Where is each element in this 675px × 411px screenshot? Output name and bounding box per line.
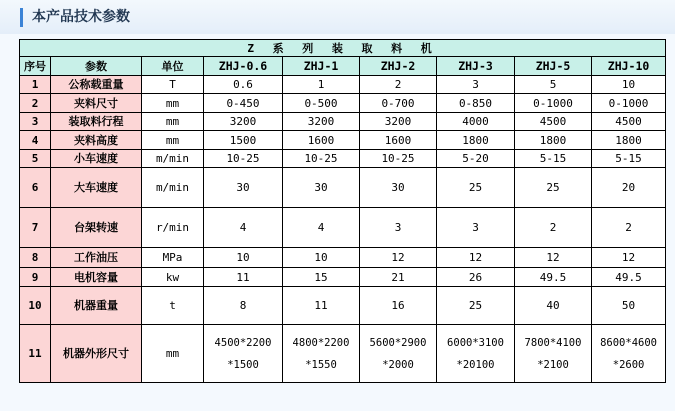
spec-table xyxy=(19,39,666,383)
row-unit: m/min xyxy=(142,168,204,208)
table-row xyxy=(20,76,666,94)
row-value: 12 xyxy=(592,248,666,268)
row-value: 4000 xyxy=(437,113,515,131)
table-row xyxy=(20,168,666,208)
row-value: 15 xyxy=(283,268,360,287)
row-unit: T xyxy=(142,76,204,94)
row-number: 5 xyxy=(20,150,51,168)
table-row xyxy=(20,150,666,168)
row-unit: m/min xyxy=(142,150,204,168)
row-value: 10-25 xyxy=(360,150,437,168)
row-value: 0-1000 xyxy=(515,94,592,113)
row-value: 12 xyxy=(515,248,592,268)
row-value: 50 xyxy=(592,287,666,325)
row-value xyxy=(437,325,515,383)
dimension-top: 4500*2200 xyxy=(214,336,272,349)
row-unit: kw xyxy=(142,268,204,287)
row-value: 5 xyxy=(515,76,592,94)
row-value: 26 xyxy=(437,268,515,287)
row-unit: t xyxy=(142,287,204,325)
row-value: 40 xyxy=(515,287,592,325)
row-value: 16 xyxy=(360,287,437,325)
row-value: 4 xyxy=(204,208,283,248)
row-value: 4500 xyxy=(515,113,592,131)
row-number: 7 xyxy=(20,208,51,248)
dimension-top: 7800*4100 xyxy=(524,336,582,349)
row-value: 11 xyxy=(283,287,360,325)
table-row xyxy=(20,208,666,248)
row-value: 3 xyxy=(437,76,515,94)
row-value: 49.5 xyxy=(592,268,666,287)
row-value: 10-25 xyxy=(204,150,283,168)
row-value: 12 xyxy=(360,248,437,268)
row-value: 10 xyxy=(204,248,283,268)
dimension-top: 6000*3100 xyxy=(447,336,504,349)
row-value: 4500 xyxy=(592,113,666,131)
table-row xyxy=(20,248,666,268)
row-value: 0-850 xyxy=(437,94,515,113)
row-number: 4 xyxy=(20,131,51,150)
row-value: 12 xyxy=(437,248,515,268)
row-value: 30 xyxy=(283,168,360,208)
row-number: 6 xyxy=(20,168,51,208)
row-number: 10 xyxy=(20,287,51,325)
row-param: 工作油压 xyxy=(51,248,142,268)
row-number: 1 xyxy=(20,76,51,94)
row-value: 0-500 xyxy=(283,94,360,113)
section-header xyxy=(0,0,675,35)
row-unit: mm xyxy=(142,131,204,150)
header-unit: 单位 xyxy=(142,57,204,76)
row-value: 5-20 xyxy=(437,150,515,168)
row-value: 1600 xyxy=(360,131,437,150)
dimension-bottom: *1550 xyxy=(305,358,337,371)
header-accent-bar xyxy=(20,8,23,27)
row-value: 49.5 xyxy=(515,268,592,287)
row-value: 3 xyxy=(360,208,437,248)
row-value: 25 xyxy=(515,168,592,208)
row-value: 8 xyxy=(204,287,283,325)
row-number: 3 xyxy=(20,113,51,131)
row-value: 10-25 xyxy=(283,150,360,168)
row-value: 2 xyxy=(515,208,592,248)
row-value: 0-700 xyxy=(360,94,437,113)
row-unit: mm xyxy=(142,113,204,131)
row-value: 21 xyxy=(360,268,437,287)
row-value: 3 xyxy=(437,208,515,248)
row-value: 30 xyxy=(360,168,437,208)
row-value: 30 xyxy=(204,168,283,208)
table-row xyxy=(20,131,666,150)
header-model: ZHJ-10 xyxy=(592,57,666,76)
row-param: 夹料尺寸 xyxy=(51,94,142,113)
row-param: 小车速度 xyxy=(51,150,142,168)
row-value: 1800 xyxy=(592,131,666,150)
dimension-top: 4800*2200 xyxy=(292,336,350,349)
dimension-bottom: *2000 xyxy=(382,358,414,371)
row-value: 25 xyxy=(437,168,515,208)
row-unit: mm xyxy=(142,325,204,383)
header-model: ZHJ-3 xyxy=(437,57,515,76)
row-value xyxy=(360,325,437,383)
row-value: 1800 xyxy=(437,131,515,150)
row-value: 1 xyxy=(283,76,360,94)
row-value xyxy=(592,325,666,383)
row-unit: r/min xyxy=(142,208,204,248)
row-value xyxy=(204,325,283,383)
row-value xyxy=(283,325,360,383)
dimension-bottom: *1500 xyxy=(227,358,259,371)
header-model: ZHJ-5 xyxy=(515,57,592,76)
row-number: 9 xyxy=(20,268,51,287)
row-value: 2 xyxy=(360,76,437,94)
row-value: 10 xyxy=(592,76,666,94)
dimension-bottom: *20100 xyxy=(456,358,495,371)
dimension-bottom: *2600 xyxy=(612,358,645,371)
row-value: 1500 xyxy=(204,131,283,150)
dimension-top: 8600*4600 xyxy=(600,336,657,349)
row-param: 夹料高度 xyxy=(51,131,142,150)
row-value: 3200 xyxy=(283,113,360,131)
header-model: ZHJ-0.6 xyxy=(204,57,283,76)
dimension-bottom: *2100 xyxy=(537,358,569,371)
row-value: 10 xyxy=(283,248,360,268)
row-param: 台架转速 xyxy=(51,208,142,248)
row-param: 装取料行程 xyxy=(51,113,142,131)
row-value: 3200 xyxy=(204,113,283,131)
row-param: 机器外形尺寸 xyxy=(51,325,142,383)
section-title: 本产品技术参数 xyxy=(32,9,130,25)
table-row xyxy=(20,325,666,383)
row-unit: mm xyxy=(142,94,204,113)
dimension-top: 5600*2900 xyxy=(369,336,427,349)
table-row xyxy=(20,287,666,325)
row-value: 5-15 xyxy=(515,150,592,168)
row-value: 2 xyxy=(592,208,666,248)
table-row xyxy=(20,113,666,131)
row-value: 0-1000 xyxy=(592,94,666,113)
header-row xyxy=(20,57,666,76)
row-value xyxy=(515,325,592,383)
header-model: ZHJ-2 xyxy=(360,57,437,76)
row-value: 1800 xyxy=(515,131,592,150)
row-number: 2 xyxy=(20,94,51,113)
row-value: 11 xyxy=(204,268,283,287)
header-model: ZHJ-1 xyxy=(283,57,360,76)
row-value: 25 xyxy=(437,287,515,325)
table-row xyxy=(20,94,666,113)
row-param: 大车速度 xyxy=(51,168,142,208)
row-value: 0.6 xyxy=(204,76,283,94)
row-value: 4 xyxy=(283,208,360,248)
row-param: 公称载重量 xyxy=(51,76,142,94)
row-value: 1600 xyxy=(283,131,360,150)
table-row xyxy=(20,268,666,287)
row-value: 5-15 xyxy=(592,150,666,168)
header-param: 参数 xyxy=(51,57,142,76)
row-param: 电机容量 xyxy=(51,268,142,287)
row-param: 机器重量 xyxy=(51,287,142,325)
row-value: 3200 xyxy=(360,113,437,131)
row-unit: MPa xyxy=(142,248,204,268)
header-no: 序号 xyxy=(20,57,51,76)
row-number: 8 xyxy=(20,248,51,268)
row-value: 0-450 xyxy=(204,94,283,113)
table-title: Z 系 列 装 取 料 机 xyxy=(20,40,666,57)
row-number: 11 xyxy=(20,325,51,383)
row-value: 20 xyxy=(592,168,666,208)
